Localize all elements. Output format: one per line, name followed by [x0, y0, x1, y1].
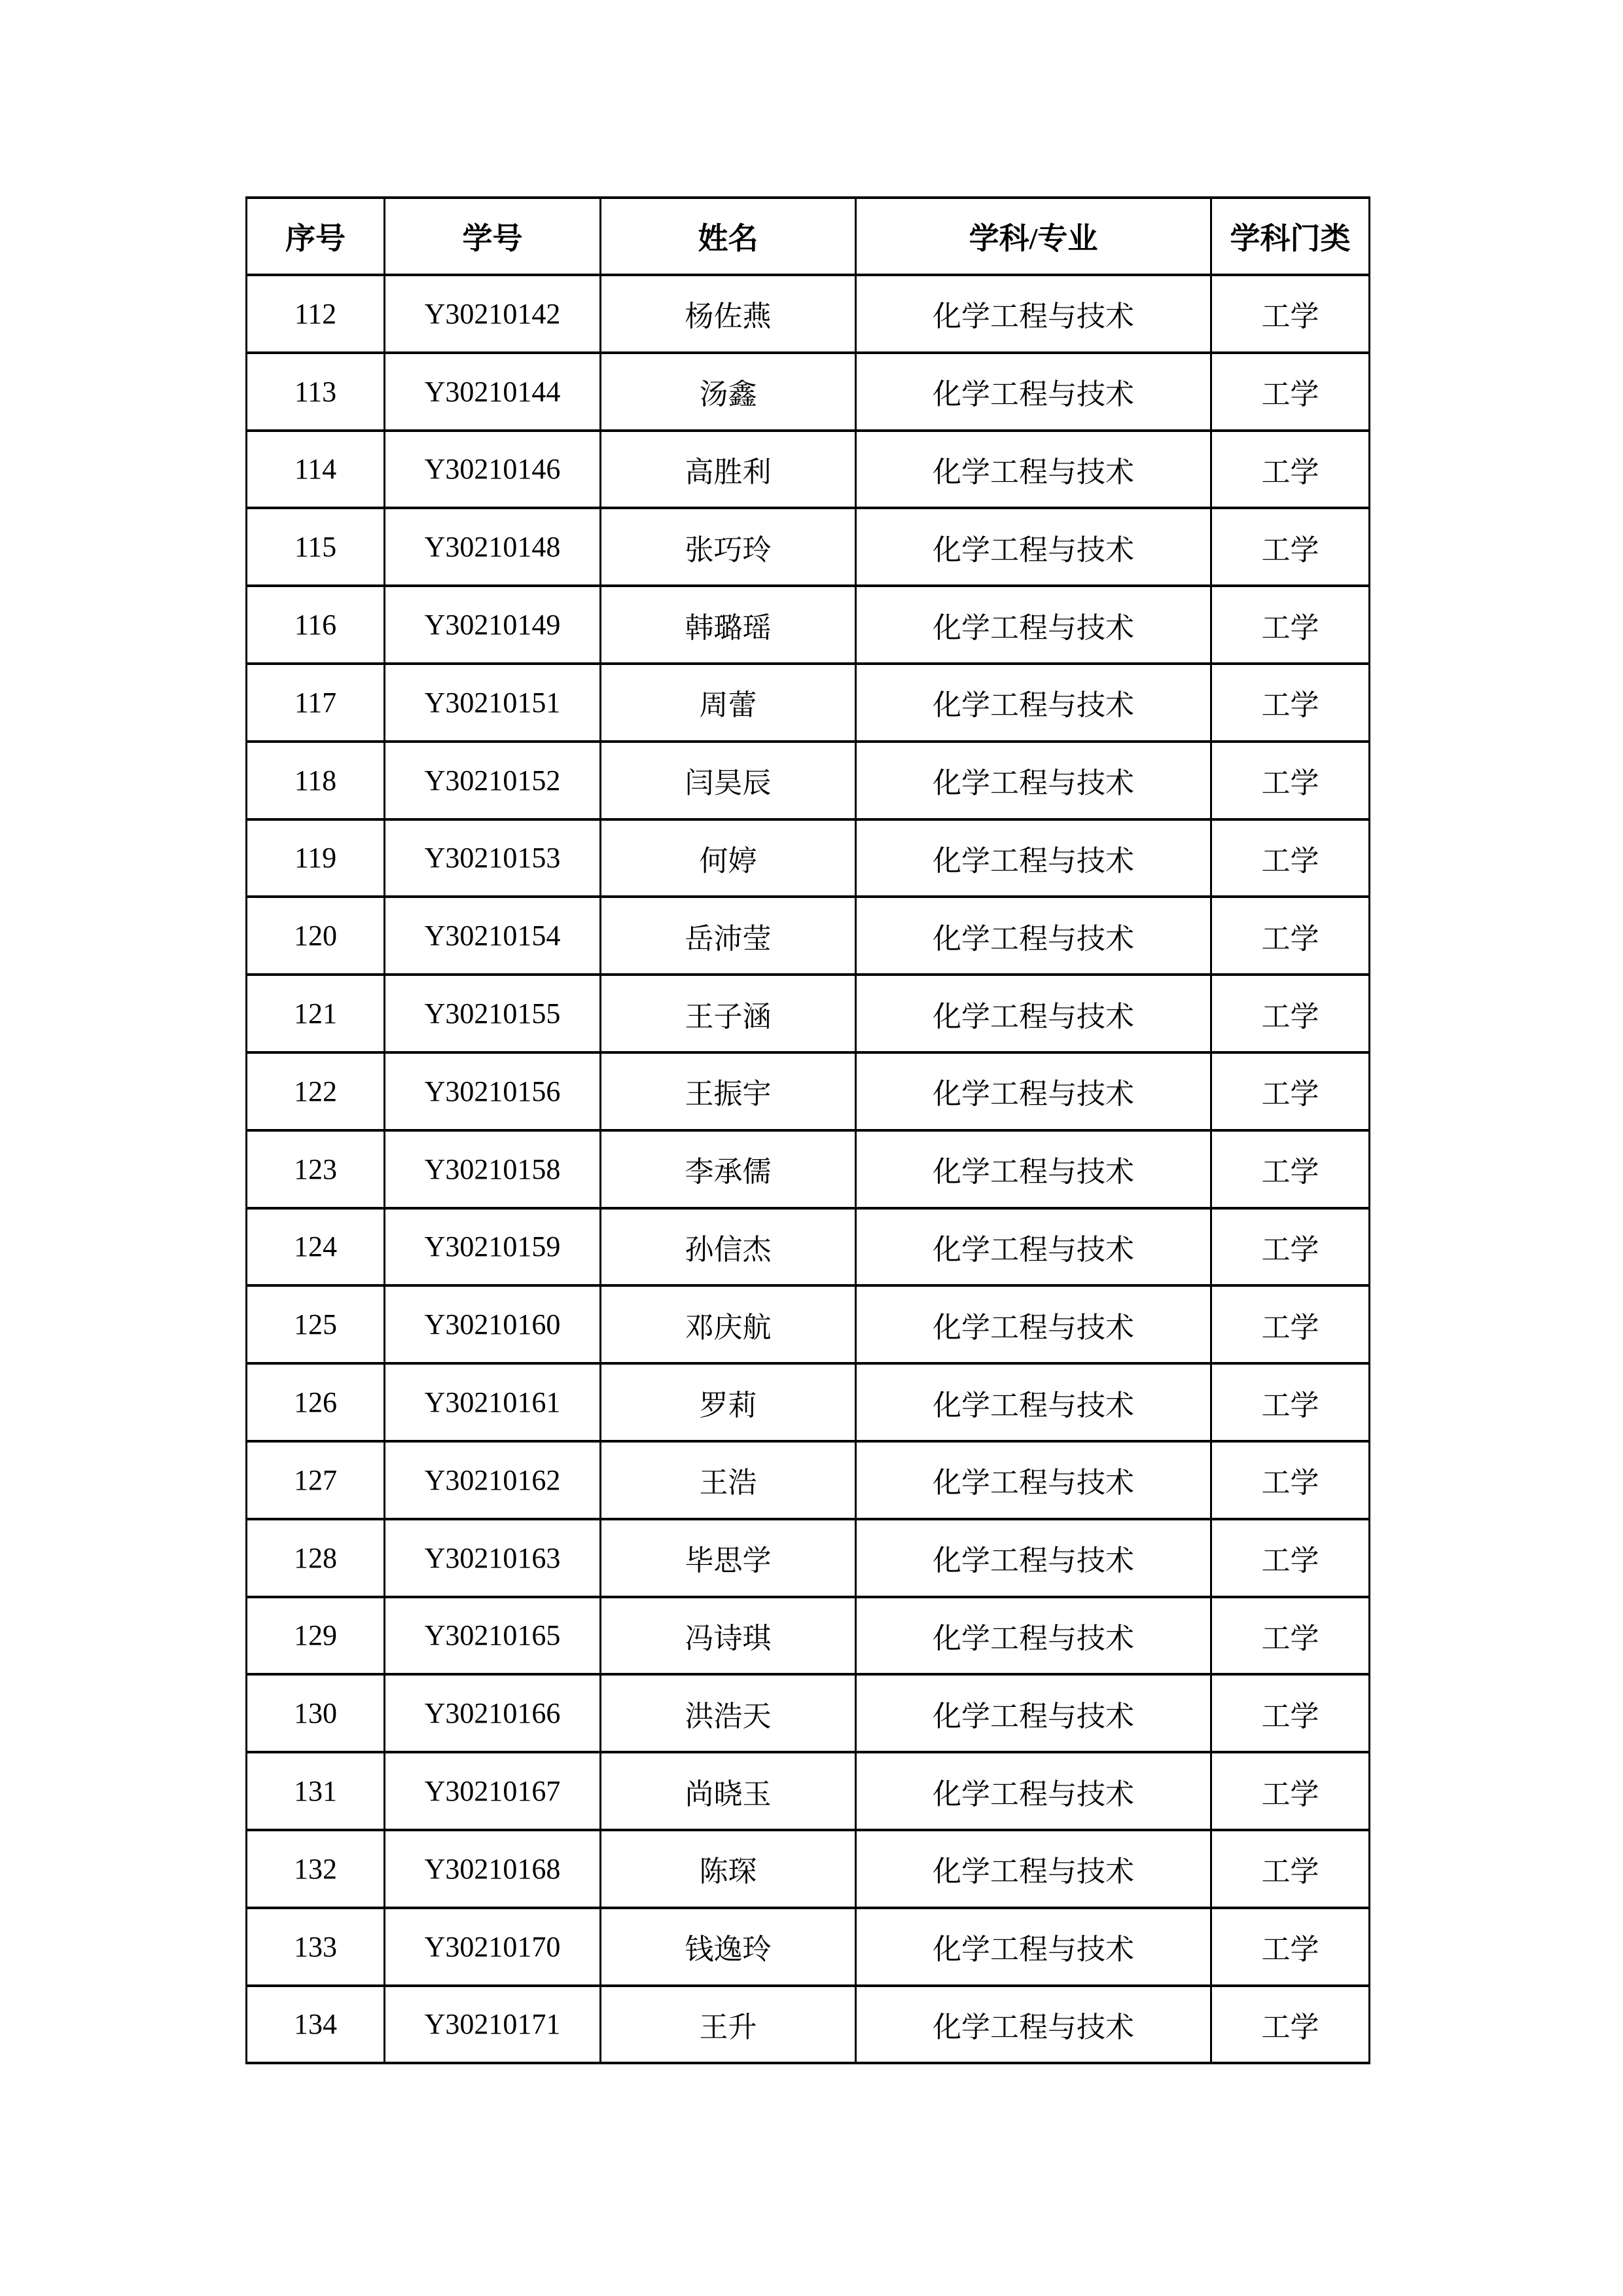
cell-name: 闫昊辰 — [601, 742, 856, 819]
cell-major: 化学工程与技术 — [856, 1908, 1211, 1986]
cell-major: 化学工程与技术 — [856, 897, 1211, 975]
cell-name: 尚晓玉 — [601, 1752, 856, 1830]
cell-major: 化学工程与技术 — [856, 1752, 1211, 1830]
cell-major: 化学工程与技术 — [856, 1986, 1211, 2064]
cell-name: 王子涵 — [601, 975, 856, 1052]
cell-index: 116 — [247, 586, 385, 664]
cell-category: 工学 — [1211, 275, 1370, 353]
table-row — [247, 897, 1370, 975]
table-row — [247, 1597, 1370, 1675]
cell-name: 王振宇 — [601, 1052, 856, 1130]
cell-index: 113 — [247, 353, 385, 431]
cell-student-id: Y30210154 — [385, 897, 601, 975]
cell-category: 工学 — [1211, 1830, 1370, 1908]
cell-category: 工学 — [1211, 1285, 1370, 1363]
cell-major: 化学工程与技术 — [856, 1597, 1211, 1675]
cell-name: 陈琛 — [601, 1830, 856, 1908]
table-row — [247, 1908, 1370, 1986]
cell-category: 工学 — [1211, 1674, 1370, 1752]
cell-name: 杨佐燕 — [601, 275, 856, 353]
cell-major: 化学工程与技术 — [856, 819, 1211, 897]
cell-major: 化学工程与技术 — [856, 1441, 1211, 1519]
table-row — [247, 1674, 1370, 1752]
cell-name: 王升 — [601, 1986, 856, 2064]
cell-index: 124 — [247, 1208, 385, 1286]
cell-major: 化学工程与技术 — [856, 431, 1211, 509]
cell-major: 化学工程与技术 — [856, 508, 1211, 586]
cell-major: 化学工程与技术 — [856, 1674, 1211, 1752]
table-row — [247, 586, 1370, 664]
cell-student-id: Y30210170 — [385, 1908, 601, 1986]
cell-student-id: Y30210151 — [385, 664, 601, 742]
cell-category: 工学 — [1211, 975, 1370, 1052]
cell-index: 133 — [247, 1908, 385, 1986]
cell-category: 工学 — [1211, 1908, 1370, 1986]
cell-major: 化学工程与技术 — [856, 664, 1211, 742]
cell-category: 工学 — [1211, 1519, 1370, 1597]
cell-student-id: Y30210159 — [385, 1208, 601, 1286]
header-cell-major: 学科/专业 — [856, 198, 1211, 275]
cell-index: 122 — [247, 1052, 385, 1130]
cell-index: 129 — [247, 1597, 385, 1675]
cell-student-id: Y30210163 — [385, 1519, 601, 1597]
table-row — [247, 353, 1370, 431]
cell-major: 化学工程与技术 — [856, 1130, 1211, 1208]
cell-name: 何婷 — [601, 819, 856, 897]
cell-major: 化学工程与技术 — [856, 1208, 1211, 1286]
table-row — [247, 275, 1370, 353]
table-row — [247, 431, 1370, 509]
cell-name: 张巧玲 — [601, 508, 856, 586]
cell-index: 112 — [247, 275, 385, 353]
table-row — [247, 1519, 1370, 1597]
cell-student-id: Y30210146 — [385, 431, 601, 509]
table-body — [247, 275, 1370, 2063]
cell-index: 132 — [247, 1830, 385, 1908]
cell-student-id: Y30210149 — [385, 586, 601, 664]
cell-category: 工学 — [1211, 664, 1370, 742]
cell-category: 工学 — [1211, 586, 1370, 664]
cell-index: 114 — [247, 431, 385, 509]
cell-index: 125 — [247, 1285, 385, 1363]
cell-category: 工学 — [1211, 1597, 1370, 1675]
cell-index: 117 — [247, 664, 385, 742]
cell-name: 高胜利 — [601, 431, 856, 509]
cell-index: 121 — [247, 975, 385, 1052]
cell-index: 120 — [247, 897, 385, 975]
cell-major: 化学工程与技术 — [856, 586, 1211, 664]
cell-student-id: Y30210158 — [385, 1130, 601, 1208]
table-row — [247, 664, 1370, 742]
cell-name: 韩璐瑶 — [601, 586, 856, 664]
table-row — [247, 975, 1370, 1052]
cell-category: 工学 — [1211, 897, 1370, 975]
cell-name: 邓庆航 — [601, 1285, 856, 1363]
cell-student-id: Y30210168 — [385, 1830, 601, 1908]
cell-major: 化学工程与技术 — [856, 1052, 1211, 1130]
table-row — [247, 1441, 1370, 1519]
table-row — [247, 508, 1370, 586]
cell-name: 钱逸玲 — [601, 1908, 856, 1986]
cell-category: 工学 — [1211, 1752, 1370, 1830]
cell-name: 洪浩天 — [601, 1674, 856, 1752]
cell-name: 李承儒 — [601, 1130, 856, 1208]
cell-category: 工学 — [1211, 1986, 1370, 2064]
table-row — [247, 1208, 1370, 1286]
cell-student-id: Y30210144 — [385, 353, 601, 431]
cell-student-id: Y30210161 — [385, 1363, 601, 1441]
cell-category: 工学 — [1211, 508, 1370, 586]
header-cell-index: 序号 — [247, 198, 385, 275]
cell-category: 工学 — [1211, 353, 1370, 431]
cell-category: 工学 — [1211, 1441, 1370, 1519]
student-roster-table — [245, 196, 1370, 2064]
cell-student-id: Y30210167 — [385, 1752, 601, 1830]
cell-name: 冯诗琪 — [601, 1597, 856, 1675]
cell-student-id: Y30210162 — [385, 1441, 601, 1519]
cell-major: 化学工程与技术 — [856, 1519, 1211, 1597]
header-row — [247, 198, 1370, 275]
cell-index: 127 — [247, 1441, 385, 1519]
cell-major: 化学工程与技术 — [856, 1830, 1211, 1908]
table-row — [247, 1363, 1370, 1441]
cell-major: 化学工程与技术 — [856, 975, 1211, 1052]
table-row — [247, 1285, 1370, 1363]
cell-student-id: Y30210153 — [385, 819, 601, 897]
header-cell-name: 姓名 — [601, 198, 856, 275]
cell-index: 115 — [247, 508, 385, 586]
cell-category: 工学 — [1211, 819, 1370, 897]
cell-student-id: Y30210156 — [385, 1052, 601, 1130]
cell-index: 134 — [247, 1986, 385, 2064]
cell-major: 化学工程与技术 — [856, 1363, 1211, 1441]
cell-student-id: Y30210165 — [385, 1597, 601, 1675]
cell-student-id: Y30210148 — [385, 508, 601, 586]
cell-index: 126 — [247, 1363, 385, 1441]
cell-name: 汤鑫 — [601, 353, 856, 431]
table-row — [247, 819, 1370, 897]
table-header — [247, 198, 1370, 275]
cell-student-id: Y30210142 — [385, 275, 601, 353]
table-row — [247, 1752, 1370, 1830]
cell-name: 罗莉 — [601, 1363, 856, 1441]
cell-category: 工学 — [1211, 742, 1370, 819]
cell-index: 131 — [247, 1752, 385, 1830]
cell-index: 123 — [247, 1130, 385, 1208]
cell-index: 119 — [247, 819, 385, 897]
cell-student-id: Y30210171 — [385, 1986, 601, 2064]
cell-category: 工学 — [1211, 1130, 1370, 1208]
cell-student-id: Y30210160 — [385, 1285, 601, 1363]
cell-category: 工学 — [1211, 1052, 1370, 1130]
cell-category: 工学 — [1211, 1208, 1370, 1286]
cell-student-id: Y30210155 — [385, 975, 601, 1052]
cell-name: 毕思学 — [601, 1519, 856, 1597]
cell-student-id: Y30210166 — [385, 1674, 601, 1752]
cell-student-id: Y30210152 — [385, 742, 601, 819]
cell-category: 工学 — [1211, 431, 1370, 509]
table-row — [247, 1130, 1370, 1208]
header-cell-category: 学科门类 — [1211, 198, 1370, 275]
cell-index: 130 — [247, 1674, 385, 1752]
cell-major: 化学工程与技术 — [856, 275, 1211, 353]
table-row — [247, 1986, 1370, 2064]
cell-name: 王浩 — [601, 1441, 856, 1519]
cell-category: 工学 — [1211, 1363, 1370, 1441]
cell-name: 周蕾 — [601, 664, 856, 742]
cell-major: 化学工程与技术 — [856, 742, 1211, 819]
cell-name: 孙信杰 — [601, 1208, 856, 1286]
table-row — [247, 742, 1370, 819]
cell-index: 128 — [247, 1519, 385, 1597]
cell-major: 化学工程与技术 — [856, 1285, 1211, 1363]
cell-major: 化学工程与技术 — [856, 353, 1211, 431]
cell-name: 岳沛莹 — [601, 897, 856, 975]
table-row — [247, 1830, 1370, 1908]
table-row — [247, 1052, 1370, 1130]
header-cell-student-id: 学号 — [385, 198, 601, 275]
cell-index: 118 — [247, 742, 385, 819]
